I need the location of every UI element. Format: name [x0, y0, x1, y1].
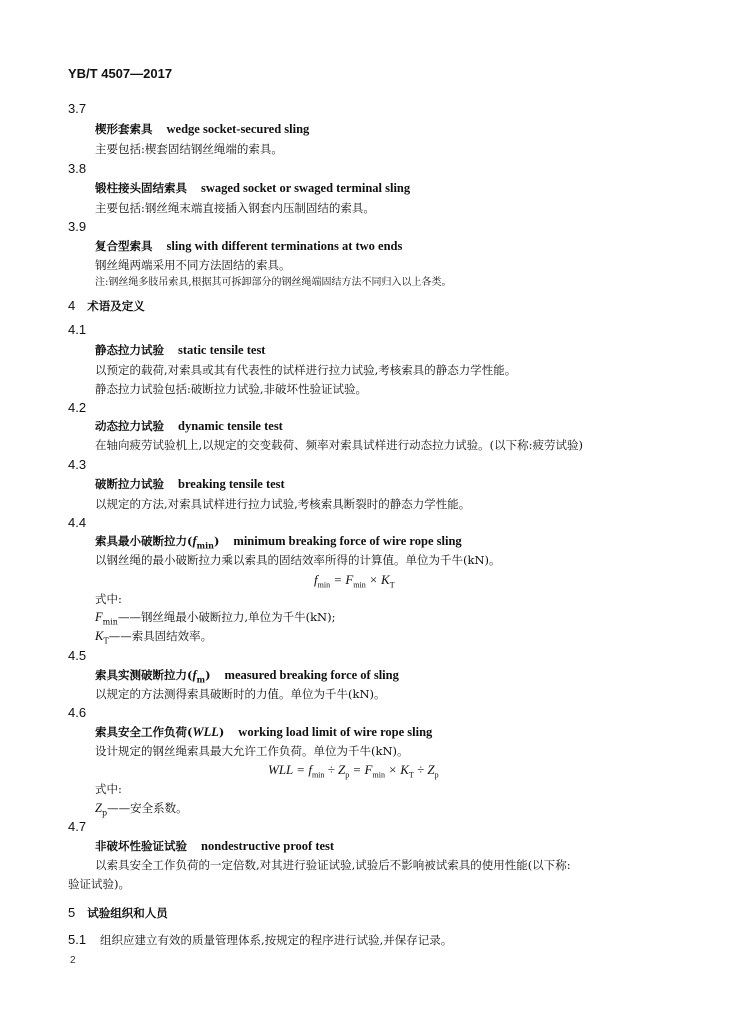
- clause-number: 4.4: [68, 515, 87, 530]
- section-heading: [68, 298, 145, 314]
- subscript: p: [101, 808, 108, 818]
- term-zh: [95, 668, 211, 685]
- definition: 验证试验)。: [68, 877, 130, 891]
- formula-part: f: [314, 572, 318, 587]
- term-zh-text: 索具安全工作负荷(: [95, 725, 193, 739]
- clause-number: 3.7: [68, 101, 87, 116]
- term-en: dynamic tensile test: [178, 419, 283, 433]
- definition: 以规定的方法测得索具破断时的力值。单位为千牛(kN)。: [95, 687, 386, 701]
- formula-sub: p: [434, 770, 439, 780]
- where-text: ——安全系数。: [107, 801, 188, 815]
- term-en: static tensile test: [178, 343, 266, 357]
- symbol: f: [192, 668, 197, 682]
- where-item: [95, 800, 188, 821]
- where-item: [95, 628, 212, 649]
- formula-sub: T: [408, 770, 414, 780]
- definition: 以索具安全工作负荷的一定倍数,对其进行验证试验,试验后不影响被试索具的使用性能(以下称:: [95, 858, 571, 872]
- term-en: nondestructive proof test: [201, 839, 335, 853]
- where-text: ——索具固结效率。: [108, 629, 213, 643]
- subscript: min: [196, 540, 214, 551]
- term-heading: [95, 180, 410, 196]
- formula-part: × K: [365, 572, 390, 587]
- symbol: Z: [95, 801, 102, 815]
- term-zh: 楔形套索具: [95, 122, 153, 136]
- clause-number: 4.6: [68, 705, 87, 720]
- term-en: sling with different terminations at two ends: [166, 239, 403, 253]
- term-zh: 锻柱接头固结索具: [95, 181, 187, 195]
- term-zh: 静态拉力试验: [95, 343, 164, 357]
- section-heading: [68, 905, 168, 921]
- symbol: F: [95, 610, 103, 624]
- term-en: wedge socket-secured sling: [166, 122, 310, 136]
- definition: 主要包括:楔套固结钢丝绳端的索具。: [95, 142, 283, 156]
- clause-number: 4.5: [68, 648, 87, 663]
- formula-sub: min: [372, 770, 385, 780]
- term-heading: [95, 238, 402, 254]
- formula: [268, 762, 439, 784]
- formula-sub: min: [317, 580, 331, 590]
- section-title: 试验组织和人员: [87, 906, 168, 920]
- term-heading: [95, 533, 462, 553]
- clause-number: 3.9: [68, 219, 87, 234]
- where-label: 式中:: [95, 592, 122, 606]
- formula-part: × K: [384, 762, 409, 777]
- term-zh-text: 索具最小破断拉力(: [95, 534, 193, 548]
- term-en: swaged socket or swaged terminal sling: [201, 181, 411, 195]
- term-en: breaking tensile test: [178, 477, 285, 491]
- where-label: 式中:: [95, 782, 122, 796]
- section-number: 4: [68, 298, 76, 313]
- symbol: f: [192, 534, 197, 548]
- subscript: min: [102, 617, 118, 627]
- term-heading: [95, 121, 309, 137]
- formula-part: = F: [349, 762, 373, 777]
- term-heading: [95, 342, 265, 358]
- term-en: measured breaking force of sling: [224, 668, 399, 682]
- formula-sub: min: [353, 580, 366, 590]
- term-en: working load limit of wire rope sling: [238, 725, 433, 739]
- term-zh-end: ): [218, 725, 225, 739]
- term-zh: [95, 534, 220, 551]
- term-zh-text: 索具实测破断拉力(: [95, 668, 193, 682]
- definition: 以预定的载荷,对索具或其有代表性的试样进行拉力试验,考核索具的静态力学性能。: [95, 363, 517, 377]
- clause-number: 4.3: [68, 457, 87, 472]
- term-zh: [95, 725, 224, 739]
- where-text: ——钢丝绳最小破断拉力,单位为千牛(kN);: [117, 610, 336, 624]
- formula: [314, 572, 395, 594]
- symbol: K: [95, 629, 104, 643]
- clause-number: 3.8: [68, 161, 87, 176]
- document-id: YB/T 4507—2017: [68, 66, 173, 81]
- formula-part: WLL = f: [268, 762, 312, 777]
- clause-number: 4.1: [68, 322, 87, 337]
- term-zh-end: ): [213, 534, 220, 548]
- clause-number: 5.1: [68, 932, 87, 947]
- term-heading: [95, 418, 283, 434]
- definition: 主要包括:钢丝绳末端直接插入钢套内压制固结的索具。: [95, 201, 375, 215]
- term-heading: [95, 667, 399, 687]
- term-en: minimum breaking force of wire rope sling: [233, 534, 462, 548]
- clause-number: 4.2: [68, 400, 87, 415]
- term-zh-end: ): [205, 668, 211, 682]
- page-number: 2: [70, 955, 76, 966]
- definition: 以钢丝绳的最小破断拉力乘以索具的固结效率所得的计算值。单位为千牛(kN)。: [95, 553, 501, 567]
- definition: 在轴向疲劳试验机上,以规定的交变载荷、频率对索具试样进行动态拉力试验。(以下称:疲劳试验): [95, 438, 583, 452]
- formula-sub: T: [389, 580, 395, 590]
- clause-number: 4.7: [68, 819, 87, 834]
- term-zh: 动态拉力试验: [95, 419, 164, 433]
- note: 注:钢丝绳多肢吊索具,根据其可拆卸部分的钢丝绳端固结方法不同归入以上各类。: [95, 277, 452, 288]
- formula-part: ÷ Z: [324, 762, 346, 777]
- definition: 静态拉力试验包括:破断拉力试验,非破坏性验证试验。: [95, 382, 368, 396]
- formula-sub: p: [345, 770, 350, 780]
- term-zh: 复合型索具: [95, 239, 153, 253]
- formula-sub: min: [311, 770, 325, 780]
- formula-part: ÷ Z: [413, 762, 435, 777]
- term-zh: 非破坏性验证试验: [95, 839, 187, 853]
- term-heading: [95, 476, 285, 492]
- definition: 钢丝绳两端采用不同方法固结的索具。: [95, 258, 291, 272]
- symbol: WLL: [192, 725, 219, 739]
- term-heading: [95, 724, 432, 740]
- section-title: 术语及定义: [87, 299, 145, 313]
- formula-part: = F: [330, 572, 354, 587]
- clause-text: 组织应建立有效的质量管理体系,按规定的程序进行试验,并保存记录。: [100, 933, 453, 947]
- subscript: T: [103, 636, 109, 646]
- term-zh: 破断拉力试验: [95, 477, 164, 491]
- definition: 以规定的方法,对索具试样进行拉力试验,考核索具断裂时的静态力学性能。: [95, 497, 471, 511]
- term-heading: [95, 838, 334, 854]
- section-number: 5: [68, 905, 76, 920]
- definition: 设计规定的钢丝绳索具最大允许工作负荷。单位为千牛(kN)。: [95, 744, 409, 758]
- subscript: m: [196, 674, 206, 685]
